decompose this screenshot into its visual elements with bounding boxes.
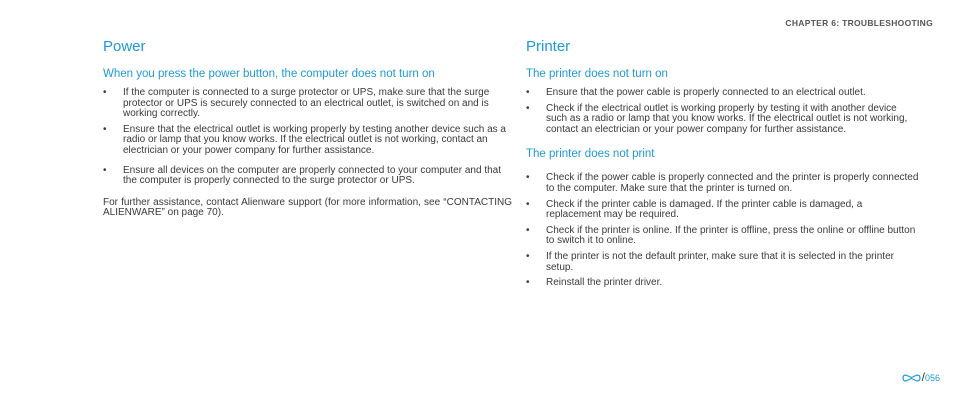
- power-list: [103, 88, 512, 187]
- list-item: [526, 252, 920, 273]
- printer-title: Printer: [526, 38, 571, 55]
- list-item: [526, 278, 920, 289]
- bullet-icon: •: [526, 102, 530, 114]
- list-item: [526, 88, 920, 99]
- list-item: [103, 166, 512, 187]
- bullet-icon: •: [526, 198, 530, 210]
- bullet-icon: •: [526, 250, 530, 262]
- bullet-icon: •: [103, 87, 107, 98]
- printer-subtitle-power: The printer does not turn on: [526, 68, 668, 80]
- list-item: [526, 173, 920, 194]
- printer-print-list: [526, 173, 920, 288]
- list-item: [103, 88, 512, 120]
- power-title: Power: [103, 38, 146, 55]
- printer-subtitle-print: The printer does not print: [526, 148, 655, 161]
- list-item-text: Ensure all devices on the computer are properly connected to your computer and that the computer is properly connected to the surge protector or UPS.: [123, 164, 501, 187]
- list-item-text: If the printer is not the default printer, make sure that it is selected in the printer setup.: [546, 250, 894, 273]
- list-item-text: Check if the printer cable is damaged. If the printer cable is damaged, a replacement may be required.: [546, 198, 863, 221]
- page-slash: /: [921, 370, 925, 384]
- alienware-logo-icon: [902, 373, 921, 383]
- bullet-icon: •: [103, 123, 107, 135]
- list-item-text: If the computer is connected to a surge protector or UPS, make sure that the surge protector or UPS is securely connected to an electrical outlet, is switched on and is working correctly.: [123, 87, 490, 120]
- list-item-text: Check if the power cable is properly connected and the printer is properly connected to the computer. Make sure that the printer is turned on.: [546, 172, 919, 194]
- power-subtitle: When you press the power button, the computer does not turn on: [103, 68, 435, 80]
- list-item: [526, 226, 920, 247]
- bullet-icon: •: [526, 224, 530, 236]
- printer-column: [526, 38, 920, 294]
- list-item-text: Check if the printer is online. If the printer is offline, press the online or offline button to switch it to online.: [546, 224, 916, 247]
- support-note: For further assistance, contact Alienware support (for more information, see “CONTACTING ALIENWARE” on page 70).: [103, 196, 512, 219]
- list-item: [526, 200, 920, 221]
- printer-power-list: [526, 88, 920, 135]
- bullet-icon: •: [526, 87, 530, 98]
- list-item: [526, 104, 920, 136]
- bullet-icon: •: [526, 172, 530, 184]
- list-item-text: Ensure that the power cable is properly connected to an electrical outlet.: [546, 87, 866, 98]
- chapter-header: CHAPTER 6: TROUBLESHOOTING: [785, 18, 933, 28]
- page-number-value: 056: [924, 373, 940, 383]
- bullet-icon: •: [103, 164, 107, 176]
- list-item-text: Ensure that the electrical outlet is working properly by testing another device such as a radio or lamp that you know works. If the electrical outlet is not working, contact an electrician or your power company for further assistance.: [123, 123, 506, 156]
- page-number: [902, 371, 940, 383]
- list-item: [103, 125, 512, 157]
- list-item-text: Check if the electrical outlet is working properly by testing it with another device such as a radio or lamp that you know works. If the electrical outlet is not working, contact an electrician or your power company for further assistance.: [546, 102, 908, 135]
- list-item-text: Reinstall the printer driver.: [546, 277, 663, 289]
- power-column: [103, 38, 512, 219]
- bullet-icon: •: [526, 277, 530, 289]
